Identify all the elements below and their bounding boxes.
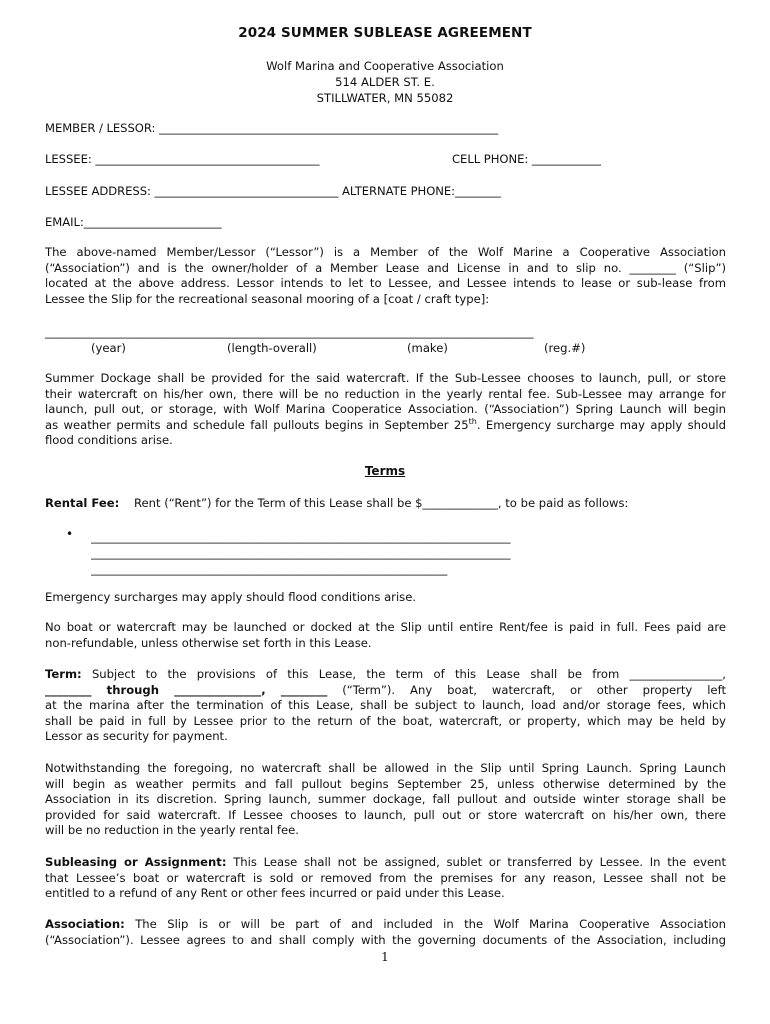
intro-line: (“Association”) and is the owner/holder of a Member Lease and License in and to slip no. ________ (“Slip”) <box>45 260 726 275</box>
rental-terms-line[interactable]: ______________________________________________________________ <box>91 562 448 576</box>
no-boat-paragraph <box>45 620 726 651</box>
notwithstanding-paragraph <box>45 761 726 839</box>
org-city: STILLWATER, MN 55082 <box>316 91 454 105</box>
org-name: Wolf Marina and Cooperative Association <box>266 59 504 73</box>
rental-fee-row <box>45 496 628 510</box>
rental-terms-line[interactable]: _________________________________________________________________________ <box>91 530 511 544</box>
term-line-1: Term: Subject to the provisions of this Lease, the term of this Lease shall be from ________________, <box>45 667 726 681</box>
craft-label-length: (length-overall) <box>227 341 317 355</box>
association-line-1: Association: The Slip is or will be part of and included in the Wolf Marina Cooperative Association <box>45 917 726 931</box>
intro-line: located at the above address. Lessor intends to let to Lessee, and Lessee intends to lease or sub-lease from <box>45 276 726 291</box>
dockage-line: their watercraft on his/her own, there will be no reduction in the yearly rental fee. Sub-Lessee may arrange for <box>45 386 726 401</box>
dockage-line: Summer Dockage shall be provided for the said watercraft. If the Sub-Lessee chooses to launch, pull, or store <box>45 371 726 385</box>
no-boat-line: non-refundable, unless otherwise set forth in this Lease. <box>45 635 372 650</box>
craft-label-year: (year) <box>91 341 126 355</box>
craft-details-line[interactable]: _____________________________________________________________________________________ <box>45 325 534 339</box>
page-number: 1 <box>381 950 389 964</box>
association-line: (“Association”). Lessee agrees to and shall comply with the governing documents of the Association, including <box>45 932 726 947</box>
craft-label-reg: (reg.#) <box>544 341 586 355</box>
term-line: shall be paid in full by Lessee prior to the return of the boat, watercraft, or property, which may be held by <box>45 713 726 728</box>
intro-paragraph <box>45 245 726 307</box>
notwithstanding-line: Association in its discretion. Spring launch, summer dockage, fall pullout and outside winter storage shall be <box>45 792 726 807</box>
subleasing-paragraph <box>45 855 726 902</box>
bullet-icon: • <box>66 527 74 541</box>
superscript-th: th <box>468 417 477 426</box>
rental-fee-text: Rent (“Rent”) for the Term of this Lease shall be $_____________, to be paid as follows: <box>133 496 629 510</box>
dockage-line: flood conditions arise. <box>45 433 173 448</box>
dockage-line-4: as weather permits and schedule fall pullouts begins in September 25th. Emergency surcharge may apply should <box>45 417 726 432</box>
lessee-address-field[interactable]: LESSEE ADDRESS: ________________________________ ALTERNATE PHONE:________ <box>45 184 502 198</box>
term-line-2: ________ through _______________, ________ (“Term”). Any boat, watercraft, or other property left <box>45 682 726 697</box>
intro-line: The above-named Member/Lessor (“Lessor”) is a Member of the Wolf Marine a Cooperative Association <box>45 245 726 259</box>
cell-phone-field[interactable]: CELL PHONE: ____________ <box>452 152 601 166</box>
email-field[interactable]: EMAIL:________________________ <box>45 215 222 229</box>
intro-line: Lessee the Slip for the recreational seasonal mooring of a [coat / craft type]: <box>45 291 490 306</box>
craft-label-make: (make) <box>407 341 448 355</box>
no-boat-line: No boat or watercraft may be launched or docked at the Slip until entire Rent/fee is paid in full. Fees paid are <box>45 620 726 634</box>
notwithstanding-line: will begin as weather permits and fall pullout begins September 25, unless otherwise determined by the <box>45 776 726 791</box>
rental-fee-label: Rental Fee: <box>45 496 120 510</box>
subleasing-line: entitled to a refund of any Rent or other fees incurred or paid under this Lease. <box>45 886 505 901</box>
subleasing-line-1: Subleasing or Assignment: This Lease shall not be assigned, sublet or transferred by Lessee. In the event <box>45 855 726 869</box>
term-line: Lessor as security for payment. <box>45 729 228 744</box>
association-label: Association: <box>45 917 125 931</box>
term-paragraph <box>45 667 726 745</box>
lessee-field[interactable]: LESSEE: _______________________________________ <box>45 152 320 166</box>
emergency-text: Emergency surcharges may apply should flood conditions arise. <box>45 590 417 604</box>
association-paragraph <box>45 917 726 948</box>
terms-heading: Terms <box>364 464 406 478</box>
term-line: at the marina after the termination of this Lease, shall be subject to launch, load and/or storage fees, which <box>45 698 726 713</box>
rental-terms-line[interactable]: _________________________________________________________________________ <box>91 546 511 560</box>
dockage-paragraph <box>45 371 726 449</box>
document-title: 2024 SUMMER SUBLEASE AGREEMENT <box>238 25 532 41</box>
subleasing-label: Subleasing or Assignment: <box>45 855 227 869</box>
org-address: 514 ALDER ST. E. <box>335 75 435 89</box>
member-lessor-field[interactable]: MEMBER / LESSOR: ___________________________________________________________ <box>45 121 499 135</box>
term-label: Term: <box>45 667 82 681</box>
notwithstanding-line: Notwithstanding the foregoing, no watercraft shall be allowed in the Slip until Spring Launch. Spring Launch <box>45 761 726 775</box>
dockage-line: launch, pull out, or storage, with Wolf Marina Cooperatice Association. (“Association”) Spring Launch will begin <box>45 402 726 417</box>
term-dates[interactable]: ________ through _______________, ________ <box>45 682 328 697</box>
notwithstanding-line: provided for said watercraft. If Lessee chooses to launch, pull out or store watercraft on his/her own, there <box>45 807 726 822</box>
notwithstanding-line: will be no reduction in the yearly rental fee. <box>45 823 299 838</box>
subleasing-line: that Lessee’s boat or watercraft is sold or removed from the premises for any reason, Lessee shall not be <box>45 870 726 885</box>
